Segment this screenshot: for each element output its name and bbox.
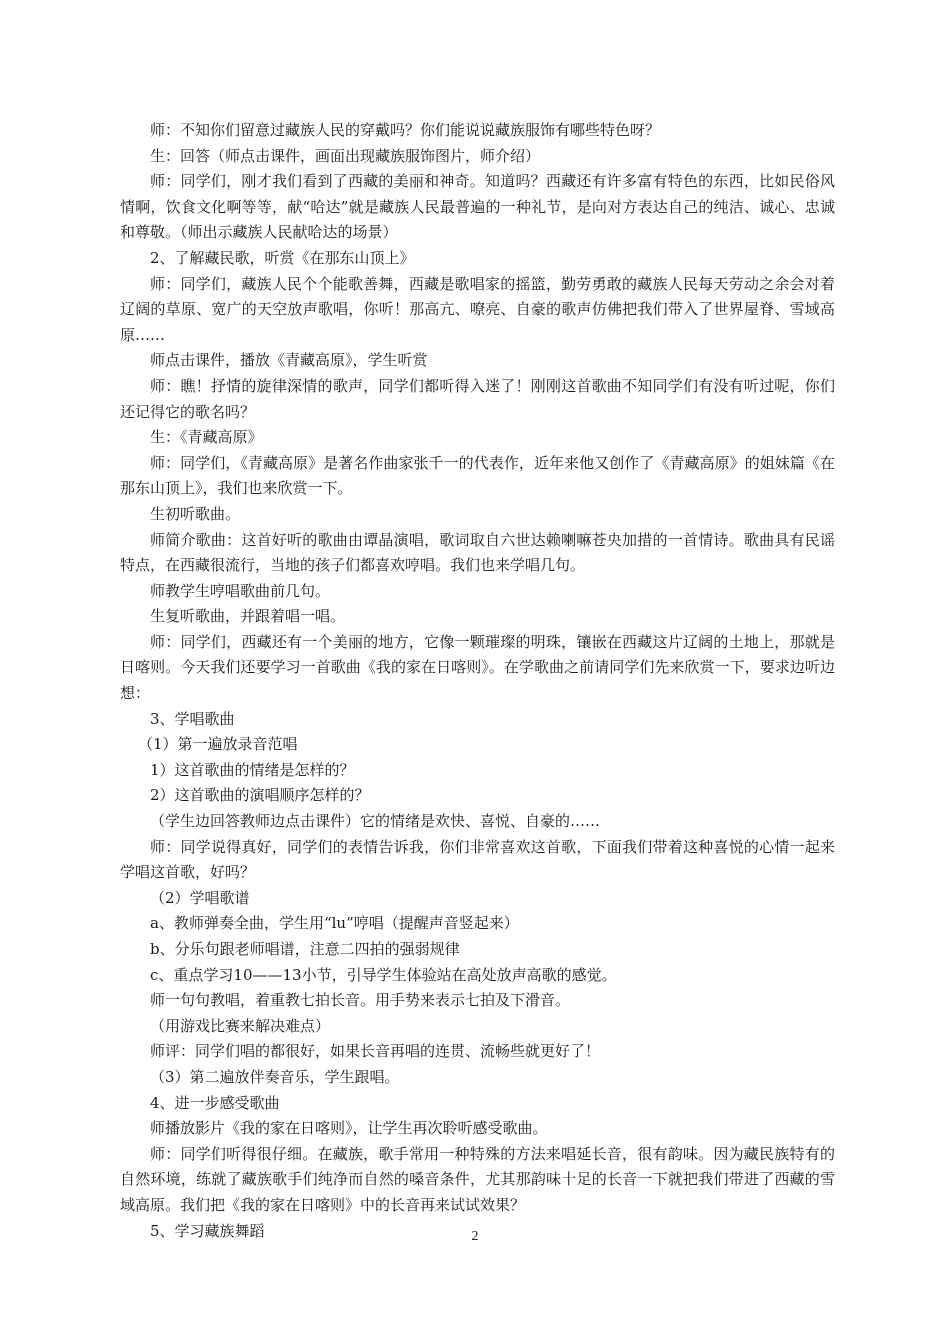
- paragraph: （1）第一遍放录音范唱: [138, 735, 298, 754]
- paragraph: c、重点学习10——13小节，引导学生体验站在高处放声高歌的感觉。: [150, 965, 617, 984]
- paragraph: 2、了解藏民歌，听赏《在那东山顶上》: [150, 248, 415, 267]
- paragraph: 师：不知你们留意过藏族人民的穿戴吗？你们能说说藏族服饰有哪些特色呀？: [150, 121, 661, 139]
- paragraph: 4、进一步感受歌曲: [150, 1093, 280, 1112]
- paragraph: 3、学唱歌曲: [150, 709, 235, 728]
- paragraph: 师简介歌曲：这首好听的歌曲由谭晶演唱，歌词取自六世达赖喇嘛苍央加措的一首情诗。歌曲具有民谣特点，在西藏很流行，当地的孩子们都喜欢哼唱。我们也来学唱几句。: [120, 530, 835, 575]
- paragraph: 师：同学们，《青藏高原》是著名作曲家张千一的代表作，近年来他又创作了《青藏高原》的姐妹篇《在那东山顶上》，我们也来欣赏一下。: [120, 453, 835, 498]
- paragraph: 师点击课件，播放《青藏高原》，学生听赏: [150, 351, 428, 370]
- paragraph: 师：同学们，西藏还有一个美丽的地方，它像一颗璀璨的明珠，镶嵌在西藏这片辽阔的土地上，那就是日喀则。今天我们还要学习一首歌曲《我的家在日喀则》。在学歌曲之前请同学们先来欣赏一下，要求边听边想：: [120, 632, 835, 703]
- paragraph: 师：同学们听得很仔细。在藏族，歌手常用一种特殊的方法来唱延长音，很有韵味。因为藏民族特有的自然环境，练就了藏族歌手们纯净而自然的嗓音条件，尤其那韵味十足的长音一下就把我们带进了西藏的雪域高原。我们把《我的家在日喀则》中的长音再来试试效果？: [120, 1144, 835, 1214]
- paragraph: 师：同学们，藏族人民个个能歌善舞，西藏是歌唱家的摇篮，勤劳勇敢的藏族人民每天劳动之余会对着辽阔的草原、宽广的天空放声歌唱，你听！那高亢、嘹亮、自豪的歌声仿佛把我们带入了世界屋脊、雪域高原……: [120, 274, 835, 344]
- paragraph: （用游戏比赛来解决难点）: [150, 1016, 331, 1035]
- paragraph: （3）第二遍放伴奏音乐，学生跟唱。: [150, 1067, 400, 1086]
- paragraph: 生复听歌曲，并跟着唱一唱。: [150, 607, 346, 626]
- document-body: [120, 118, 835, 1244]
- paragraph: 1）这首歌曲的情绪是怎样的？: [150, 760, 355, 779]
- paragraph: 师评：同学们唱的都很好，如果长音再唱的连贯、流畅些就更好了！: [150, 1042, 601, 1061]
- paragraph: 师：同学说得真好，同学们的表情告诉我，你们非常喜欢这首歌，下面我们带着这种喜悦的心情一起来学唱这首歌，好吗？: [120, 837, 835, 882]
- paragraph: （2）学唱歌谱: [150, 888, 250, 907]
- paragraph: 5、学习藏族舞蹈: [150, 1221, 265, 1240]
- paragraph: 生初听歌曲。: [150, 504, 241, 523]
- paragraph: 师：瞧！抒情的旋律深情的歌声，同学们都听得入迷了！刚刚这首歌曲不知同学们有没有听过呢，你们还记得它的歌名吗？: [120, 376, 835, 421]
- paragraph: 生：《青藏高原》: [150, 428, 263, 447]
- page-number: 2: [471, 1229, 479, 1244]
- paragraph: 2）这首歌曲的演唱顺序怎样的？: [150, 786, 370, 805]
- paragraph: 师播放影片《我的家在日喀则》，让学生再次聆听感受歌曲。: [150, 1119, 548, 1138]
- paragraph: 师教学生哼唱歌曲前几句。: [150, 581, 331, 600]
- paragraph: （学生边回答教师边点击课件）它的情绪是欢快、喜悦、自豪的……: [150, 812, 601, 831]
- paragraph: 师一句句教唱，着重教七拍长音。用手势来表示七拍及下滑音。: [150, 991, 571, 1010]
- paragraph: 师：同学们，刚才我们看到了西藏的美丽和神奇。知道吗？西藏还有许多富有特色的东西，比如民俗风情啊，饮食文化啊等等，献“哈达”就是藏族人民最普遍的一种礼节，是向对方表达自己的纯洁、诚心、忠诚和尊敬。（师出示藏族人民献哈达的场景）: [120, 172, 835, 242]
- paragraph: a、教师弹奏全曲，学生用“lu”哼唱（提醒声音竖起来）: [150, 914, 519, 933]
- paragraph: 生：回答（师点击课件，画面出现藏族服饰图片，师介绍）: [150, 146, 541, 165]
- paragraph: b、分乐句跟老师唱谱，注意二四拍的强弱规律: [150, 940, 460, 958]
